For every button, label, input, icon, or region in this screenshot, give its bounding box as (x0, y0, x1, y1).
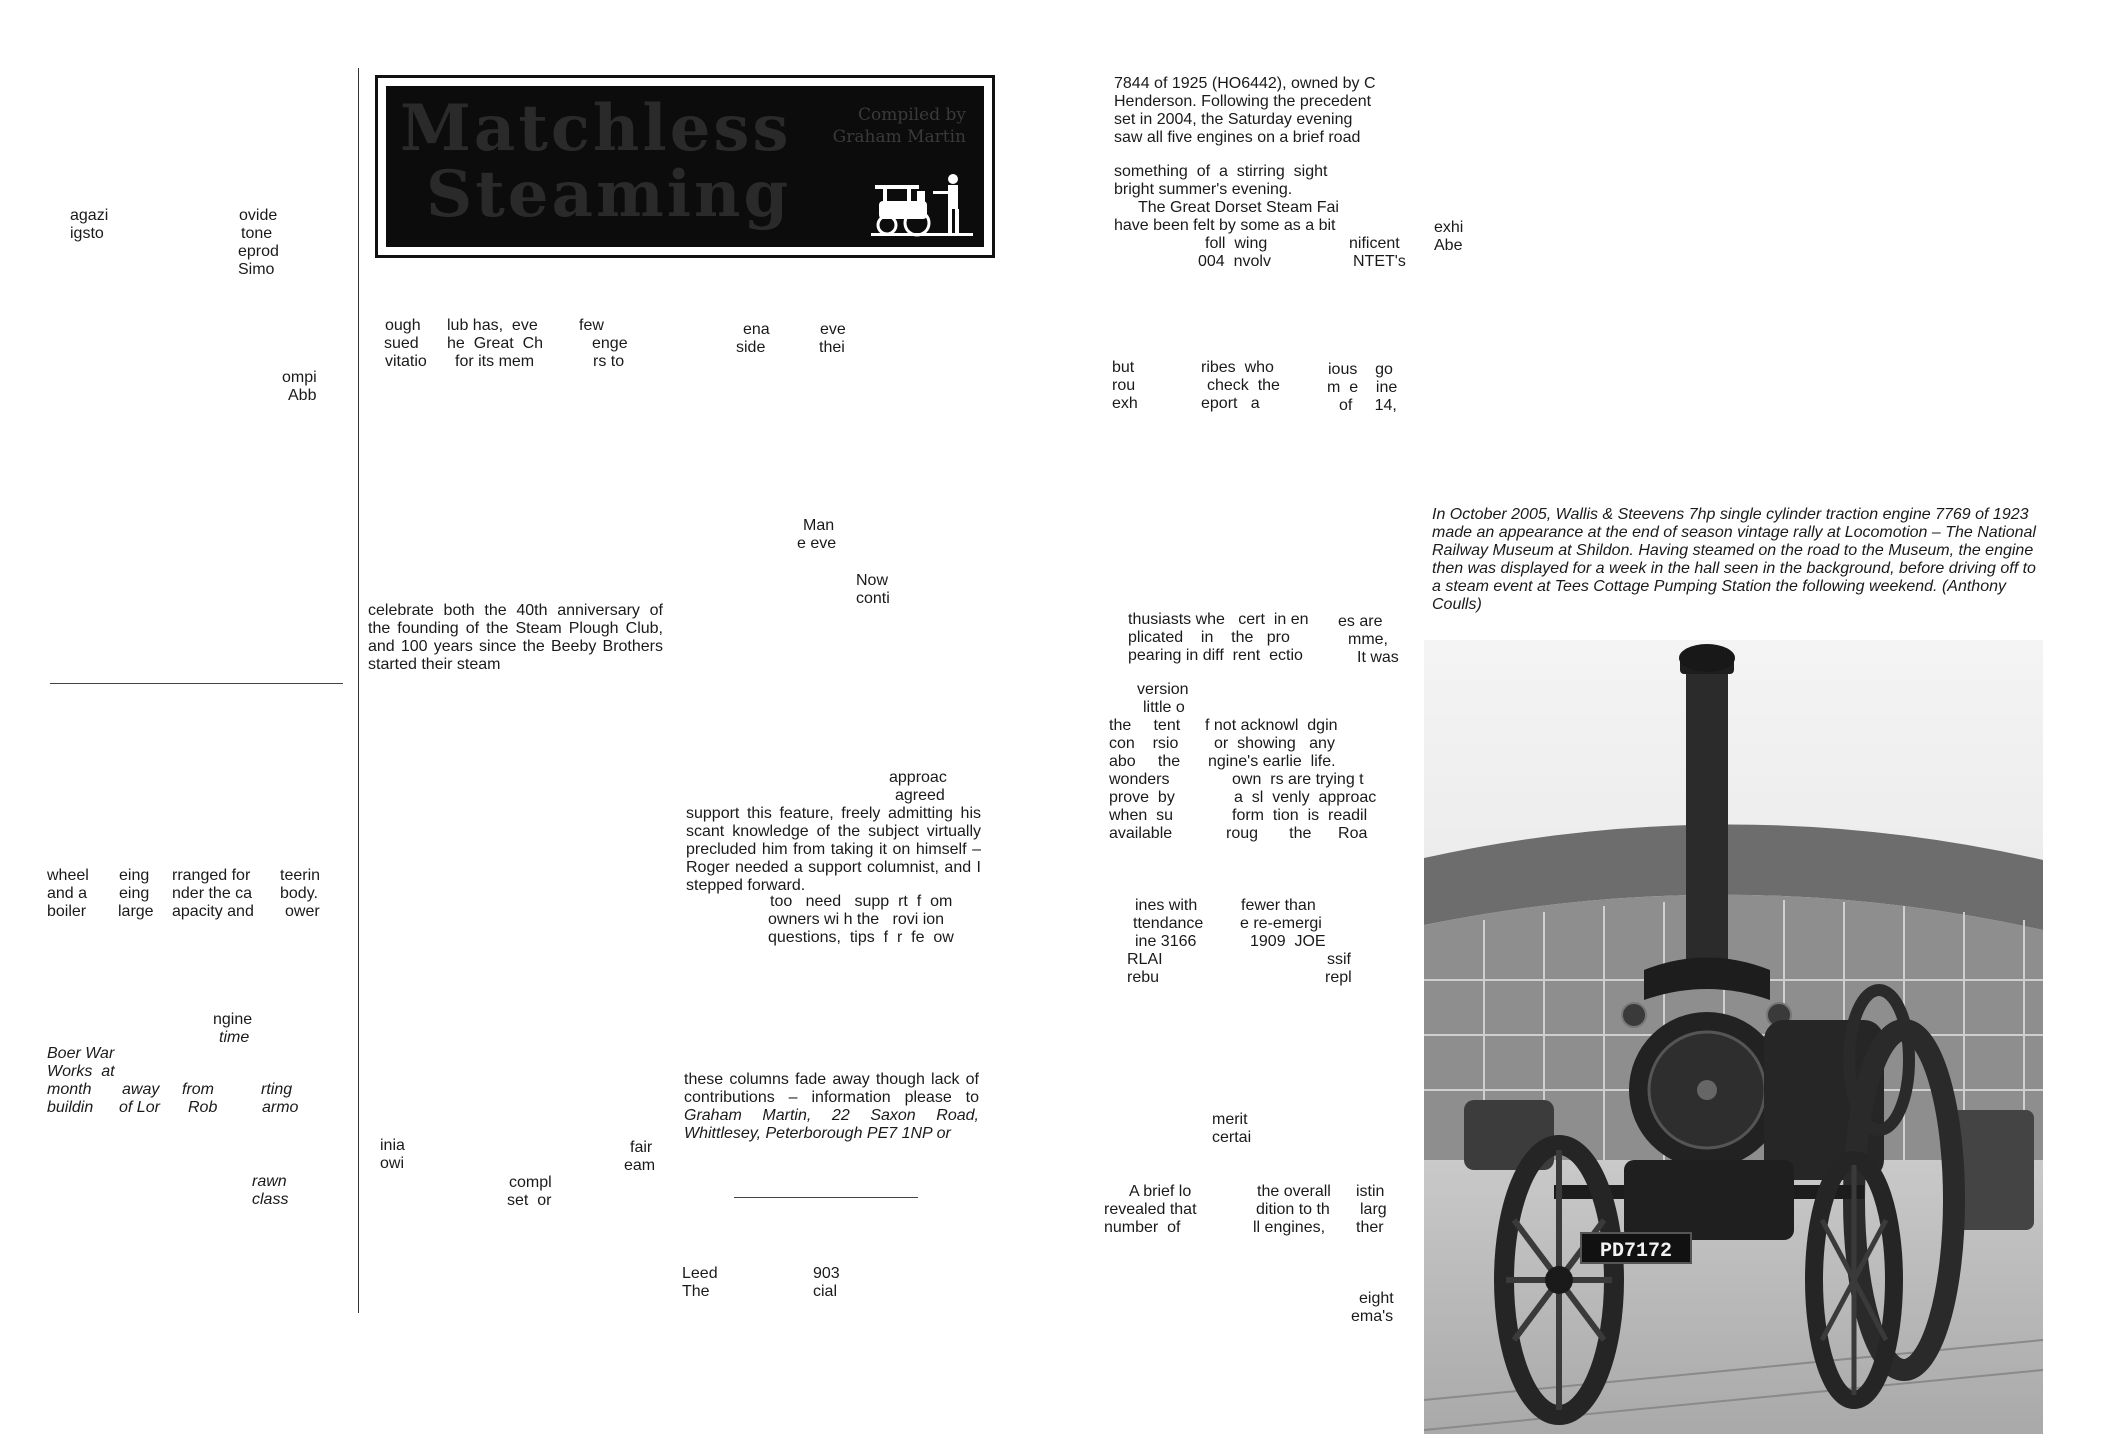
text-fragment: the overall (1257, 1183, 1331, 1200)
text-fragment: Abb (288, 387, 317, 404)
banner-title-line2: Steaming (426, 157, 792, 232)
text-fragment: ious go (1328, 361, 1393, 378)
text-fragment: istin (1356, 1183, 1385, 1200)
text-fragment: armo (262, 1099, 299, 1116)
text-fragment: of 14, (1339, 397, 1397, 414)
text-fragment: class (252, 1191, 289, 1208)
text-fragment: wonders (1109, 771, 1170, 788)
banner-subtitle-line1: Compiled by (858, 105, 966, 125)
text-fragment: Rob (188, 1099, 218, 1116)
text-fragment: few (579, 317, 604, 334)
column-divider (50, 683, 343, 684)
text-fragment: rou (1112, 377, 1136, 394)
text-fragment: ther (1356, 1219, 1384, 1236)
text-fragment: The Great Dorset Steam Fai (1138, 199, 1339, 216)
banner-subtitle-line2: Graham Martin (832, 127, 966, 147)
text-fragment: fair (630, 1139, 653, 1156)
text-fragment: but (1112, 359, 1135, 376)
text-fragment: agreed (895, 787, 945, 804)
text-fragment: set or (507, 1192, 552, 1209)
text-fragment: certai (1212, 1129, 1252, 1146)
traction-engine-logo-icon (871, 171, 973, 237)
text-fragment: body. (280, 885, 318, 902)
text-fragment: have been felt by some as a bit (1114, 217, 1336, 234)
text-fragment: ll engines, (1253, 1219, 1326, 1236)
text-fragment: and a (47, 885, 88, 902)
text-fragment: nificent (1349, 235, 1400, 252)
text-fragment: conti (856, 590, 890, 607)
text-fragment: sued (384, 335, 419, 352)
number-plate: PD7172 (1599, 1240, 1673, 1263)
article-paragraph: celebrate both the 40th anniversary of the founding of the Steam Plough Club, and 100 years since the Beeby Brothers started their steam (368, 602, 663, 673)
text-fragment: eam (624, 1157, 656, 1174)
text-fragment: for its mem (455, 353, 535, 370)
text-fragment: of Lor (119, 1099, 160, 1116)
text-fragment: 903 (813, 1265, 840, 1282)
traction-engine-photo (1424, 640, 2043, 1434)
text-fragment: exhi (1434, 219, 1464, 236)
text-fragment: The (682, 1283, 710, 1300)
text-fragment: too need supp rt f om (770, 893, 953, 910)
photo-caption: In October 2005, Wallis & Steevens 7hp single cylinder traction engine 7769 of 1923 made an appearance at the end of season vintage rally at Locomotion – The National Railway Museum at Shildon. Having steamed on the road to the Museum, the engine then was displayed for a week in the hall seen in the background, before driving off to a steam event at Tees Cottage Pumping Station the following weekend. (Anthony Coulls) (1432, 506, 2036, 613)
text-fragment: questions, tips f r fe ow (768, 929, 954, 946)
text-fragment: owi (380, 1155, 405, 1172)
text-fragment: igsto (70, 225, 104, 242)
text-fragment: from (182, 1081, 214, 1098)
text-fragment: ssif (1327, 951, 1351, 968)
text-fragment: little o (1143, 699, 1185, 716)
text-fragment: apacity and (172, 903, 254, 920)
text-fragment: 1909 JOE (1250, 933, 1326, 950)
text-fragment: RLAI (1127, 951, 1163, 968)
text-fragment: thei (819, 339, 845, 356)
text-fragment: rs to (593, 353, 625, 370)
text-fragment: rebu (1127, 969, 1160, 986)
text-fragment: nder the ca (172, 885, 253, 902)
text-fragment: ngine (213, 1011, 253, 1028)
text-fragment: agazi (70, 207, 109, 224)
text-fragment: Abe (1434, 237, 1463, 254)
text-fragment: Simo (238, 261, 275, 278)
text-fragment: approac (889, 769, 947, 786)
text-fragment: cial (813, 1283, 838, 1300)
text-fragment: the tent (1109, 717, 1181, 734)
text-fragment: version (1137, 681, 1189, 698)
text-fragment: rranged for (172, 867, 251, 884)
text-fragment: revealed that (1104, 1201, 1197, 1218)
text-fragment: con rsio (1109, 735, 1179, 752)
text-fragment: eing (119, 867, 150, 884)
traction-engine-illustration (1424, 640, 2043, 1434)
text-fragment: eing (119, 885, 150, 902)
text-fragment: A brief lo (1129, 1183, 1192, 1200)
text-fragment: form tion is readil (1232, 807, 1368, 824)
text-fragment: eport a (1201, 395, 1260, 412)
text-fragment: own rs are trying t (1232, 771, 1364, 788)
text-fragment: repl (1325, 969, 1352, 986)
text-fragment: he Great Ch (447, 335, 544, 352)
text-fragment: inia (380, 1137, 405, 1154)
text-fragment: e re-emergi (1240, 915, 1322, 932)
text-fragment: teerin (280, 867, 321, 884)
text-fragment: bright summer's evening. (1114, 181, 1293, 198)
text-fragment: tone (241, 225, 273, 242)
text-fragment: ine 3166 (1135, 933, 1197, 950)
text-fragment: buildin (47, 1099, 94, 1116)
text-fragment: eight (1359, 1290, 1394, 1307)
text-fragment: available (1109, 825, 1173, 842)
text-fragment: ema's (1351, 1308, 1394, 1325)
text-fragment: boiler (47, 903, 87, 920)
section-end-rule (734, 1197, 918, 1198)
text-fragment: plicated in the pro (1128, 629, 1290, 646)
text-fragment: m e ine (1327, 379, 1398, 396)
text-fragment: check the (1207, 377, 1280, 394)
text-fragment: NTET's (1353, 253, 1406, 270)
text-fragment: saw all five engines on a brief road (1114, 129, 1361, 146)
text-fragment: side (736, 339, 766, 356)
text-fragment: 004 nvolv (1198, 253, 1271, 270)
text-fragment: Now (856, 572, 889, 589)
text-fragment: dition to th (1256, 1201, 1330, 1218)
text-fragment: Man (803, 517, 835, 534)
text-fragment: abo the (1109, 753, 1181, 770)
contributions-text: these columns fade away though lack of contributions – information please to (684, 1071, 979, 1106)
text-fragment: 7844 of 1925 (HO6442), owned by C (1114, 75, 1376, 92)
text-fragment: rting (261, 1081, 293, 1098)
text-fragment: exh (1112, 395, 1138, 412)
text-fragment: merit (1212, 1111, 1248, 1128)
contact-address: Graham Martin, 22 Saxon Road, Whittlesey, Peterborough PE7 1NP or (684, 1107, 979, 1142)
text-fragment: wheel (47, 867, 89, 884)
text-fragment: thusiasts whe cert in en (1128, 611, 1309, 628)
text-fragment: lub has, eve (447, 317, 538, 334)
text-fragment: enge (592, 335, 628, 352)
text-fragment: ough (385, 317, 421, 334)
text-fragment: es are (1338, 613, 1383, 630)
text-fragment: vitatio (385, 353, 427, 370)
text-fragment: Works at (47, 1063, 115, 1080)
text-fragment: It was (1357, 649, 1399, 666)
text-fragment: ompi (282, 369, 317, 386)
column-rule (358, 68, 359, 1313)
text-fragment: larg (1360, 1201, 1387, 1218)
text-fragment: eprod (238, 243, 279, 260)
text-fragment: e eve (797, 535, 837, 552)
text-fragment: large (118, 903, 154, 920)
text-fragment: ines with (1135, 897, 1198, 914)
text-fragment: owners wi h the rovi ion (768, 911, 945, 928)
text-fragment: foll wing (1205, 235, 1268, 252)
text-fragment: mme, (1348, 631, 1388, 648)
text-fragment: or showing any (1214, 735, 1335, 752)
text-fragment: away (122, 1081, 160, 1098)
text-fragment: Henderson. Following the precedent (1114, 93, 1372, 110)
text-fragment: ttendance (1133, 915, 1204, 932)
text-fragment: time (219, 1029, 250, 1046)
text-fragment: eve (820, 321, 846, 338)
text-fragment: month (47, 1081, 92, 1098)
text-fragment: roug the Roa (1226, 825, 1368, 842)
text-fragment: ngine's earlie life. (1208, 753, 1336, 770)
text-fragment: ena (743, 321, 770, 338)
text-fragment: compl (509, 1174, 552, 1191)
text-fragment: pearing in diff rent ectio (1128, 647, 1303, 664)
text-fragment: rawn (252, 1173, 287, 1190)
text-fragment: when su (1109, 807, 1174, 824)
text-fragment: a sl venly approac (1234, 789, 1377, 806)
text-fragment: set in 2004, the Saturday evening (1114, 111, 1353, 128)
section-banner (375, 75, 995, 258)
text-fragment: fewer than (1241, 897, 1316, 914)
text-fragment: ovide (239, 207, 278, 224)
text-fragment: Boer War (47, 1045, 115, 1062)
article-paragraph: support this feature, freely admitting his scant knowledge of the subject virtually precluded him from taking it on himself – Roger needed a support columnist, and I stepped forward. (686, 805, 981, 894)
text-fragment: ower (285, 903, 320, 920)
text-fragment: prove by (1109, 789, 1175, 806)
text-fragment: ribes who (1201, 359, 1274, 376)
text-fragment: something of a stirring sight (1114, 163, 1328, 180)
banner-title-line1: Matchless (400, 91, 792, 166)
text-fragment: Leed (682, 1265, 718, 1282)
text-fragment: number of (1104, 1219, 1181, 1236)
text-fragment: f not acknowl dgin (1205, 717, 1338, 734)
